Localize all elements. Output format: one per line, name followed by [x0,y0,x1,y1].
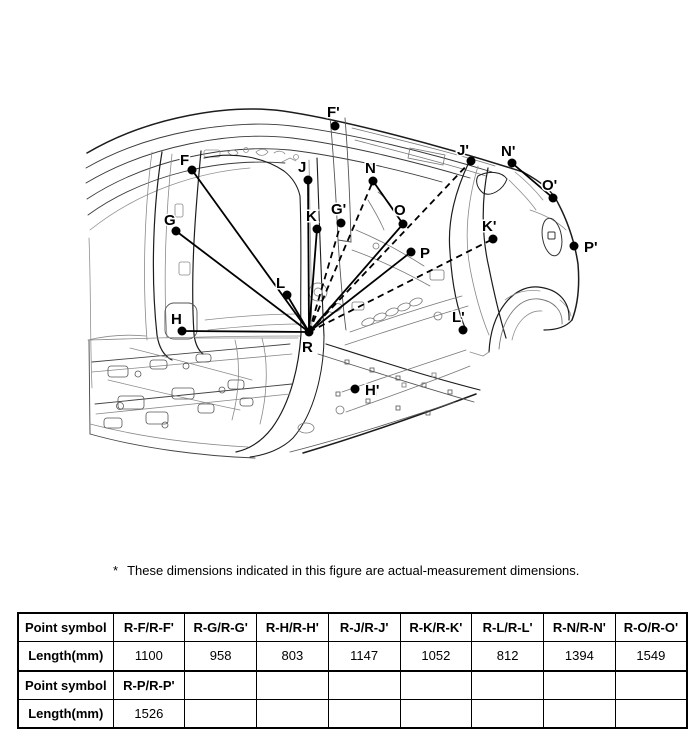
point-label-O: O [394,202,406,219]
measure-line-H-R [182,331,309,332]
length-value-cell: 1147 [328,642,400,671]
row-header-cell: Point symbol [18,671,113,700]
point-symbol-cell [615,671,687,700]
point-label-H: H [171,311,182,328]
point-symbol-cell: R-G/R-G' [185,613,257,642]
point-label-J': J' [457,142,469,159]
point-dot-O' [549,194,558,203]
length-value-cell [257,699,329,728]
point-label-F: F [180,152,190,169]
point-dot-K [313,225,322,234]
length-value-cell [544,699,616,728]
length-value-cell: 958 [185,642,257,671]
length-value-cell [185,699,257,728]
dimension-table [17,612,688,729]
point-symbol-cell [544,671,616,700]
length-value-cell: 812 [472,642,544,671]
length-value-cell: 1394 [544,642,616,671]
row-header-cell: Point symbol [18,613,113,642]
note-asterisk: * [113,563,119,578]
length-value-cell [328,699,400,728]
row-header-cell: Length(mm) [18,642,113,671]
point-symbol-cell: R-F/R-F' [113,613,185,642]
point-dot-H' [351,385,360,394]
note-text: These dimensions indicated in this figure are actual-measurement dimensions. [127,563,580,578]
measure-line-L-R [287,295,309,332]
length-value-cell [472,699,544,728]
measure-line-J-R [308,180,309,332]
point-symbol-cell [472,671,544,700]
point-label-L: L [276,275,286,292]
figure-note [113,563,579,578]
measurement-lines [176,161,553,332]
point-dot-K' [489,235,498,244]
table-row [18,671,687,700]
point-label-J: J [298,159,307,176]
point-symbol-cell: R-L/R-L' [472,613,544,642]
point-label-K': K' [482,218,497,235]
length-value-cell: 1526 [113,699,185,728]
point-label-P': P' [584,239,598,256]
point-dot-L' [459,326,468,335]
point-dot-N [369,177,378,186]
measure-line-P-R [309,252,411,332]
point-dot-O [399,220,408,229]
point-dot-F' [331,122,340,131]
point-label-N': N' [501,143,516,160]
point-dot-R [305,328,314,337]
point-label-O': O' [542,177,558,194]
length-value-cell: 1052 [400,642,472,671]
table-row [18,642,687,671]
point-symbol-cell [185,671,257,700]
table-row [18,699,687,728]
point-symbol-cell [257,671,329,700]
measurement-points [164,104,598,399]
table-row [18,613,687,642]
point-symbol-cell: R-N/R-N' [544,613,616,642]
measure-line-R-K' [309,239,493,332]
point-label-P: P [420,245,431,262]
point-label-R: R [302,339,313,356]
measure-line-F-R [192,170,309,332]
length-value-cell: 803 [257,642,329,671]
point-label-K: K [306,208,317,225]
row-header-cell: Length(mm) [18,699,113,728]
measure-line-G-R [176,231,309,332]
point-label-H': H' [365,382,380,399]
point-label-L': L' [452,309,465,326]
point-label-G': G' [331,201,347,218]
point-dot-G' [337,219,346,228]
dimension-table-body [18,613,687,728]
point-label-N: N [365,160,376,177]
point-symbol-cell: R-O/R-O' [615,613,687,642]
point-symbol-cell [400,671,472,700]
point-symbol-cell: R-P/R-P' [113,671,185,700]
point-dot-P' [570,242,579,251]
point-symbol-cell: R-K/R-K' [400,613,472,642]
length-value-cell: 1100 [113,642,185,671]
length-value-cell [400,699,472,728]
length-value-cell [615,699,687,728]
point-symbol-cell: R-H/R-H' [257,613,329,642]
point-symbol-cell: R-J/R-J' [328,613,400,642]
point-label-F': F' [327,104,340,121]
length-value-cell: 1549 [615,642,687,671]
car-body-illustration [86,109,579,458]
point-symbol-cell [328,671,400,700]
point-dot-J [304,176,313,185]
point-dot-P [407,248,416,257]
point-label-G: G [164,212,176,229]
